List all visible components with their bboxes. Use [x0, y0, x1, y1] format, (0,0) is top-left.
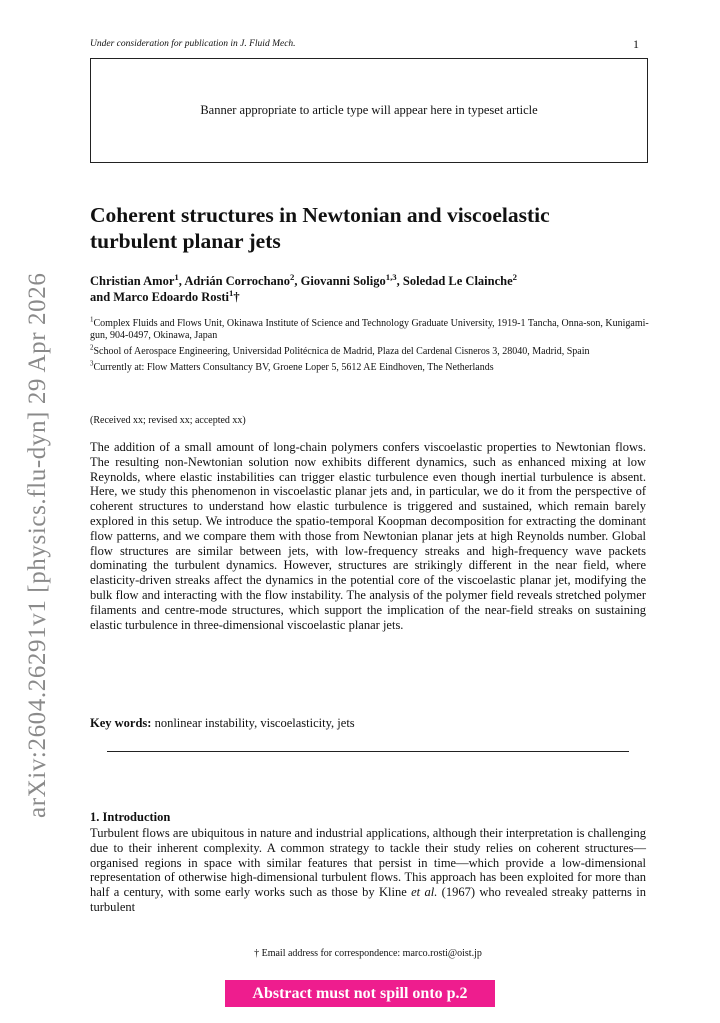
affiliation: $^2$School of Aerospace Engineering, Universidad Politécnica de Madrid, Plaza del Cardenal Cisneros 3, 28040, Madrid, Spain	[90, 343, 590, 357]
affiliation: $^1$Complex Fluids and Flows Unit, Okinawa Institute of Science and Technology Graduate University, 1919-1 Tancha, Onna-son, Kunigami-gun, 904-0497, Okinawa, Japan	[90, 315, 649, 341]
article-banner	[90, 58, 648, 163]
section-heading: 1. Introduction	[90, 810, 171, 824]
arxiv-stamp-text: arXiv:2604.26291v1 [physics.flu-dyn] 29 Apr 2026	[24, 272, 51, 818]
abstract: The addition of a small amount of long-chain polymers confers viscoelastic properties to Newtonian flows. The resulting non-Newtonian solution now exhibits different dynamics, such as enhanced mixing at low Reynolds, where elastic instabilities can trigger elastic turbulence even though inertial turbulence is absent. Here, we study this phenomenon in viscoelastic planar jets and, in particular, we do it from the perspective of coherent structures to understand how elastic turbulence is triggered and sustained, which remain barely explored in this setup. We introduce the spatio-temporal Koopman decomposition for extracting the dominant flow patterns, and we compare them with those from Newtonian planar jets at high Reynolds number. Global flow structures are similar between jets, with low-frequency streaks and high-frequency wave packets dominating the turbulent dynamics. However, structures are strikingly different in the near field, where elasticity-driven streaks affect the dynamics in the potential core of the viscoelastic planar jet, modifying the bulk flow and interacting with the flow instability. The analysis of the polymer field reveals stretched polymer filaments and centre-mode structures, which support the implication of the near-field streaks on sustaining elastic turbulence in three-dimensional viscoelastic planar jets.	[90, 440, 646, 632]
author: Adrián Corrochano$^2$,	[184, 271, 301, 288]
author-list	[90, 273, 650, 305]
affiliation: $^3$Currently at: Flow Matters Consultancy BV, Groene Loper 5, 5612 AE Eindhoven, The Netherlands	[90, 359, 494, 373]
author: Giovanni Soligo$^{1,3}$,	[300, 271, 403, 288]
received-dates: (Received xx; revised xx; accepted xx)	[90, 415, 246, 426]
running-head: Under consideration for publication in J. Fluid Mech.	[90, 39, 296, 49]
title-line-2: turbulent planar jets	[90, 229, 281, 253]
banner-text: Banner appropriate to article type will appear here in typeset article	[200, 103, 538, 117]
author: and Marco Edoardo Rosti$^1$†	[90, 287, 240, 304]
author: Soledad Le Clainche$^2$	[402, 271, 518, 288]
affiliations	[90, 315, 650, 378]
introduction-text: Turbulent flows are ubiquitous in nature and industrial applications, although their interpretation is challenging due to their inherent complexity. A common strategy to tackle their study relies on coherent structures—organised regions in space with similar features that persist in time—which provide a low-dimensional representation of otherwise high-dimensional turbulent flows. This approach has been exploited for more than half a century, with some early works such as those by Kline et al. (1967) who revealed streaky patterns in turbulent	[90, 826, 646, 914]
page-number: 1	[633, 37, 639, 51]
section-divider	[107, 751, 629, 752]
arxiv-stamp	[20, 200, 56, 818]
correspondence-footnote: † Email address for correspondence: marco.rosti@oist.jp	[254, 948, 482, 959]
author: Christian Amor$^1$,	[90, 271, 185, 288]
keywords-label: Key words:	[90, 716, 152, 730]
title-line-1: Coherent structures in Newtonian and viscoelastic	[90, 203, 550, 227]
keywords-text: nonlinear instability, viscoelasticity, jets	[154, 716, 355, 730]
overflow-warning-badge: Abstract must not spill onto p.2	[225, 980, 495, 1007]
paper-title	[90, 202, 650, 254]
keywords	[90, 716, 646, 731]
